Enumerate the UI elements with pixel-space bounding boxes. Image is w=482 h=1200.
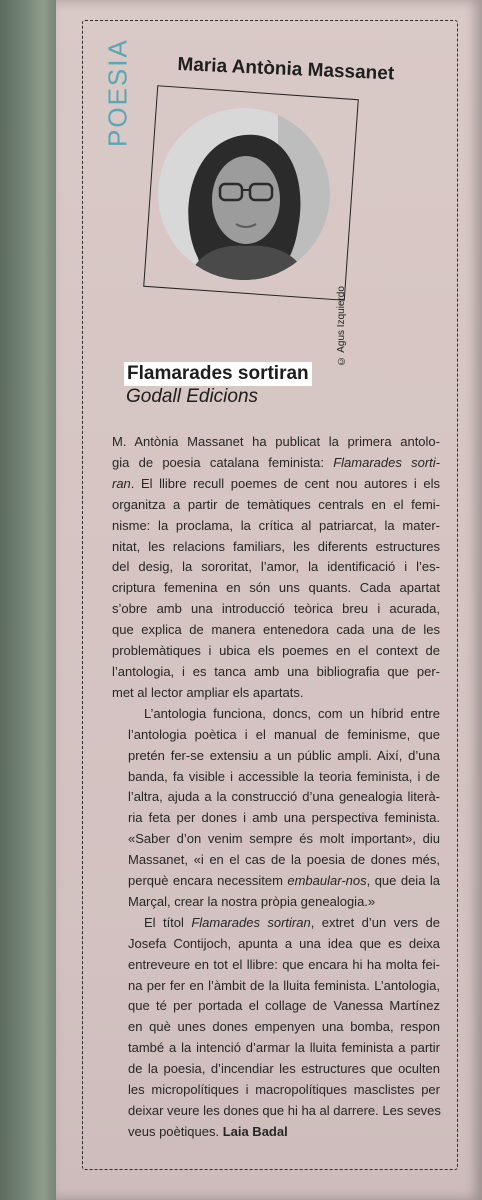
author-photo (158, 108, 330, 280)
author-name: Maria Antònia Massanet (177, 54, 395, 85)
text-line (112, 829, 440, 850)
text-line (112, 725, 440, 746)
text-line (112, 934, 440, 955)
review-paragraph (112, 913, 440, 1143)
text-run: veus poètiques. (128, 1123, 223, 1139)
text-run: Flamarades sortiran (191, 914, 311, 930)
text-run: Flamarades sorti- (333, 454, 440, 470)
text-line (112, 871, 440, 892)
text-run: problemàtiques i ubica els poemes en el context de (112, 643, 440, 659)
text-run: criptura femenina en són uns quants. Cada apartat (112, 580, 440, 596)
text-line (112, 453, 440, 474)
text-run: l’altra, ajuda a la construcció d’una genealogia literà- (128, 789, 440, 805)
magazine-spine (0, 0, 62, 1200)
text-run: ran (112, 475, 131, 491)
text-line (112, 746, 440, 767)
text-run: perquè encara necessitem (128, 873, 288, 889)
text-run: pretén fer-se extensiu a un públic ampli. Així, d’una (128, 747, 440, 763)
text-line (112, 1122, 440, 1143)
text-line (112, 913, 440, 934)
text-run: s’obre amb una introducció teòrica breu i acurada, (112, 601, 440, 617)
text-line (112, 976, 440, 997)
text-line (112, 662, 440, 683)
text-line (112, 683, 440, 704)
review-paragraph (112, 432, 440, 704)
review-body (112, 432, 440, 1143)
photo-credit: © Agus Izquierdo (336, 286, 347, 366)
text-line (112, 808, 440, 829)
text-run: «Saber d’on venim sempre és molt important», diu (128, 831, 440, 847)
text-line (112, 787, 440, 808)
text-run: l’antologia, i es tanca amb una bibliografia que per- (112, 663, 440, 679)
text-run: met al lector ampliar els apartats. (112, 684, 304, 700)
text-line (112, 599, 440, 620)
text-line (112, 641, 440, 662)
text-run: entreveure en tot el llibre: que encara hi ha molta fei- (128, 956, 440, 972)
text-line (112, 850, 440, 871)
text-line (112, 704, 440, 725)
text-line (112, 892, 440, 913)
text-line (112, 1059, 440, 1080)
text-line (112, 495, 440, 516)
text-line (112, 432, 440, 453)
text-run: que explica de manera entenedora cada una de les (112, 622, 440, 638)
text-run: Massanet, «i en el cas de la poesia de dones més, (128, 852, 440, 868)
text-run: M. Antònia Massanet ha publicat la primera antolo- (112, 434, 440, 449)
text-line (112, 578, 440, 599)
text-run: també a la intenció d’armar la lluita feminista a partir (128, 1040, 440, 1056)
text-line (112, 955, 440, 976)
text-run: ria feta per dones i amb una perspectiva feminista. (128, 810, 440, 826)
text-line (112, 1017, 440, 1038)
text-run: deixar veure les dones que hi ha al darrere. Les seves (128, 1103, 441, 1118)
text-line (112, 1101, 440, 1122)
text-line (112, 1080, 440, 1101)
text-line (112, 557, 440, 578)
text-line (112, 474, 440, 495)
text-run: na per fer en l’àmbit de la lluita feminista. L’antologia, (128, 977, 440, 993)
text-run: Josefa Contijoch, apunta a una idea que es deixa (128, 935, 440, 951)
text-line (112, 1038, 440, 1059)
text-run: Marçal, crear la nostra pròpia genealogia.» (128, 893, 376, 909)
text-run: organitza a partir de temàtiques centrals en el femi- (112, 496, 440, 512)
text-run: banda, fa visible i accessible la teoria feminista, i de (128, 768, 440, 784)
text-run: de la poesia, d’incendiar les estructures que oculten (128, 1061, 440, 1077)
text-run: , que deia la (366, 873, 440, 889)
text-line (112, 996, 440, 1017)
text-line (112, 767, 440, 788)
text-run: que té per portada el collage de Vanessa Martínez (128, 998, 440, 1014)
text-line (112, 620, 440, 641)
review-signature: Laia Badal (222, 1123, 288, 1139)
text-line (112, 516, 440, 537)
text-run: en què unes dones empenyen una bomba, respon (128, 1019, 440, 1035)
text-run: embaular-nos (287, 873, 367, 889)
text-run: , extret d’un vers de (310, 914, 440, 930)
text-run: del desig, la sororitat, l’amor, la identificació i l’es- (112, 559, 440, 575)
review-paragraph (112, 704, 440, 913)
book-title: Flamarades sortiran (124, 362, 312, 386)
book-publisher: Godall Edicions (126, 386, 259, 407)
text-run: nitat, les relacions familiars, les diferents estructures (112, 538, 440, 554)
text-run: nisme: la proclama, la crítica al patriarcat, la mater- (112, 517, 440, 533)
text-run: les micropolítiques i macropolítiques masclistes per (128, 1082, 440, 1098)
text-run: gia de poesia catalana feminista: (112, 454, 334, 470)
text-run: El títol (144, 914, 192, 930)
text-run: l’antologia poètica i el manual de feminisme, que (128, 726, 440, 742)
text-run: L’antologia funciona, doncs, com un híbrid entre (144, 705, 440, 721)
text-run: . El llibre recull poemes de cent nou autores i els (130, 475, 440, 491)
section-label: POESIA (102, 38, 133, 148)
text-line (112, 537, 440, 558)
